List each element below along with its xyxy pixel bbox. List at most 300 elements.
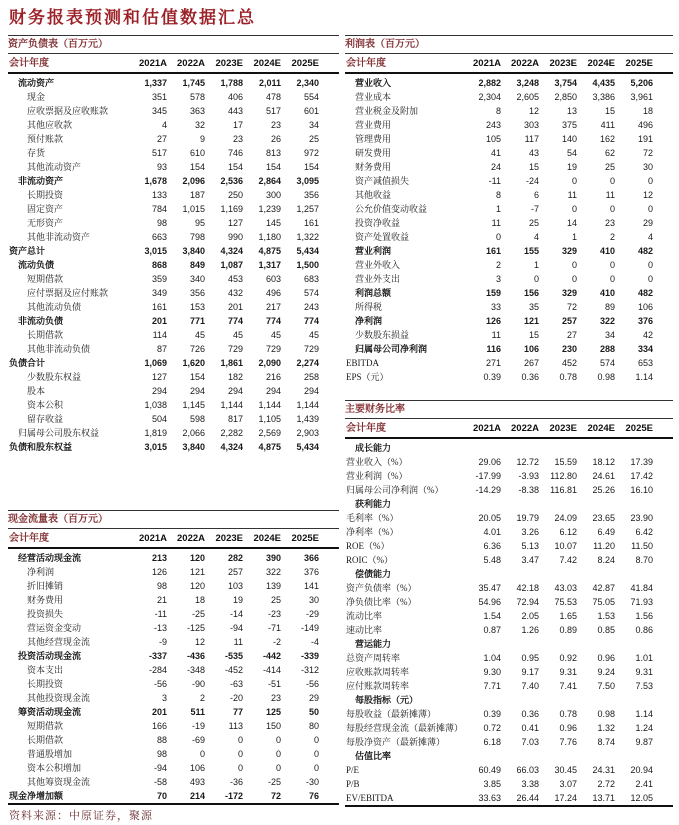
cell-value: 4 — [647, 232, 653, 242]
cell-value: 0 — [647, 274, 653, 284]
cell-value: 87 — [156, 344, 167, 354]
cell-value: 45 — [232, 330, 243, 340]
cell-value: 3,095 — [296, 176, 319, 186]
cell-value — [615, 567, 653, 581]
row-label: 非流动负债 — [18, 316, 64, 326]
cell-value: -58 — [153, 777, 167, 787]
row-label: 长期借款 — [27, 735, 64, 745]
row-label: 少数股东损益 — [355, 330, 410, 340]
cell-value: 1,819 — [144, 428, 167, 438]
cell-value: 11.20 — [593, 541, 615, 551]
table-row — [8, 188, 339, 202]
cell-value: 517 — [151, 148, 167, 158]
cell-value: 0 — [647, 204, 653, 214]
row-label: 筹资活动现金流 — [18, 707, 82, 717]
row-label: 总资产周转率 — [346, 653, 401, 663]
cell-value: 0.78 — [559, 709, 577, 719]
cell-value: 0.89 — [559, 625, 577, 635]
cell-value: 729 — [227, 344, 243, 354]
row-label: 预付账款 — [27, 134, 64, 144]
table-row — [345, 455, 673, 469]
cell-value — [577, 567, 615, 581]
cell-value: 9.24 — [597, 667, 615, 677]
row-label: 现金 — [27, 92, 46, 102]
cell-value: 11 — [567, 190, 577, 200]
cell-value: 729 — [303, 344, 319, 354]
cell-value: 774 — [303, 316, 319, 326]
table-row — [345, 525, 673, 539]
cell-value: 0 — [199, 749, 205, 759]
table-row — [345, 300, 673, 314]
cell-value: -36 — [229, 777, 243, 787]
row-label: 公允价值变动收益 — [355, 204, 428, 214]
table-row — [345, 777, 673, 791]
row-label: 财务费用 — [355, 162, 392, 172]
cell-value: -442 — [262, 651, 281, 661]
page-title: 财务报表预测和估值数据汇总 — [9, 8, 256, 27]
row-label: 所得税 — [355, 302, 383, 312]
cell-value: 116 — [486, 344, 501, 354]
cell-value: 0 — [609, 176, 615, 186]
cell-value: 11.50 — [631, 541, 653, 551]
cell-value: 89 — [604, 302, 615, 312]
cell-value: -9 — [158, 637, 167, 647]
cell-value: 8.24 — [597, 555, 615, 565]
cell-value — [463, 693, 501, 707]
cell-value: 1,169 — [220, 204, 243, 214]
table-row — [345, 90, 673, 104]
cell-value: 15.59 — [554, 457, 577, 467]
table-row — [345, 441, 673, 455]
table-row — [345, 328, 673, 342]
cell-value: 17 — [232, 120, 243, 130]
cell-value: 300 — [265, 190, 281, 200]
fiscal-year-header: 会计年度 — [346, 58, 386, 69]
cell-value: 0.72 — [483, 723, 501, 733]
table-row — [345, 693, 673, 707]
cell-value: 972 — [303, 148, 319, 158]
cell-value: 376 — [637, 316, 653, 326]
cell-value: 27 — [156, 134, 167, 144]
cell-value: 76 — [308, 791, 319, 801]
cell-value: -348 — [186, 665, 205, 675]
table-row — [8, 621, 339, 635]
cell-value: 24 — [490, 162, 501, 172]
cell-value: 45 — [270, 330, 281, 340]
cell-value: 2 — [609, 232, 615, 242]
cell-value: 18.12 — [592, 457, 615, 467]
row-label: 其他非流动负债 — [27, 344, 91, 354]
cell-value: 0.86 — [635, 625, 653, 635]
cell-value: 25 — [270, 595, 281, 605]
income-statement-header-row — [345, 54, 673, 74]
cell-value: 0 — [571, 260, 577, 270]
cell-value: 798 — [189, 232, 205, 242]
cell-value: 7.42 — [559, 555, 577, 565]
cell-value: -11 — [154, 609, 167, 619]
cell-value: 42.18 — [516, 583, 539, 593]
table-row — [8, 272, 339, 286]
cell-value: -23 — [267, 609, 281, 619]
cell-value — [463, 567, 501, 581]
year-column-header: 2025E — [625, 58, 653, 69]
cell-value: 329 — [561, 288, 577, 298]
cell-value: 443 — [227, 106, 243, 116]
table-row — [345, 567, 673, 581]
row-label: 营运能力 — [355, 639, 392, 649]
cell-value: 452 — [561, 358, 577, 368]
cell-value: 376 — [303, 567, 319, 577]
row-label: 资本支出 — [27, 665, 64, 675]
cell-value: 0 — [237, 763, 243, 773]
row-label: 投资净收益 — [355, 218, 401, 228]
cell-value: 7.71 — [483, 681, 501, 691]
income-statement-body — [345, 74, 673, 384]
cell-value: 191 — [637, 134, 653, 144]
cell-value: 322 — [265, 567, 281, 577]
cell-value: 3,015 — [144, 442, 167, 452]
row-label: 每股净资产（最新摊薄） — [346, 737, 446, 747]
cell-value — [501, 749, 539, 763]
cell-value: 574 — [599, 358, 615, 368]
year-column-header: 2022A — [177, 58, 205, 69]
cell-value: 0 — [647, 176, 653, 186]
table-row — [345, 314, 673, 328]
cell-value: 2,903 — [296, 428, 319, 438]
table-row — [8, 398, 339, 412]
cell-value: -90 — [191, 679, 205, 689]
row-label: 长期投资 — [27, 190, 64, 200]
cell-value: 154 — [227, 162, 243, 172]
cell-value: 216 — [265, 372, 281, 382]
row-label: 研发费用 — [355, 148, 392, 158]
cell-value: 121 — [189, 567, 205, 577]
cell-value: 432 — [227, 288, 243, 298]
table-row — [345, 272, 673, 286]
cell-value: 24.61 — [592, 471, 615, 481]
fiscal-year-header: 会计年度 — [9, 533, 49, 544]
cash-flow-section-title: 现金流量表（百万元） — [8, 510, 339, 529]
cell-value: 42.87 — [592, 583, 615, 593]
cell-value: 27 — [566, 330, 577, 340]
cell-value: 345 — [151, 106, 167, 116]
cell-value: 17.42 — [630, 471, 653, 481]
cell-value: 62 — [604, 148, 615, 158]
table-row — [345, 791, 673, 805]
cell-value: -25 — [267, 777, 281, 787]
cell-value: 2,096 — [182, 176, 205, 186]
cell-value: 26.44 — [516, 793, 539, 803]
cell-value: 774 — [265, 316, 281, 326]
cell-value — [501, 567, 539, 581]
row-label: 流动负债 — [18, 260, 55, 270]
table-row — [8, 719, 339, 733]
cell-value: 2,340 — [296, 78, 319, 88]
cell-value: 340 — [189, 274, 205, 284]
table-row — [345, 763, 673, 777]
table-row — [345, 707, 673, 721]
cell-value: 12 — [194, 637, 205, 647]
row-label: 营业外支出 — [355, 274, 401, 284]
cell-value: 1,038 — [144, 400, 167, 410]
cell-value: 4,324 — [220, 442, 243, 452]
cell-value: 598 — [189, 414, 205, 424]
row-label: ROE（%） — [346, 541, 390, 551]
cell-value: 2,066 — [182, 428, 205, 438]
cell-value: 156 — [523, 288, 539, 298]
cell-value: 0 — [609, 260, 615, 270]
cell-value: 103 — [227, 581, 243, 591]
cell-value: 72.94 — [516, 597, 539, 607]
cell-value: 1,015 — [182, 204, 205, 214]
cell-value: -11 — [488, 176, 501, 186]
cell-value: 2,274 — [296, 358, 319, 368]
cell-value: 3.07 — [559, 779, 577, 789]
row-label: EBITDA — [346, 358, 379, 368]
row-label: 应付票据及应付账款 — [27, 288, 109, 298]
cell-value: 16.10 — [630, 485, 653, 495]
cell-value: 0 — [609, 274, 615, 284]
cell-value: 154 — [265, 162, 281, 172]
cell-value: 201 — [151, 316, 167, 326]
table-row — [8, 370, 339, 384]
cell-value: -125 — [186, 623, 205, 633]
table-row — [345, 483, 673, 497]
cell-value: 0 — [571, 204, 577, 214]
cell-value: 2.05 — [521, 611, 539, 621]
cell-value: 50 — [308, 707, 319, 717]
row-label: ROIC（%） — [346, 555, 393, 565]
cell-value: 7.40 — [521, 681, 539, 691]
cell-value: -13 — [153, 623, 167, 633]
cell-value: 1.54 — [483, 611, 501, 621]
cell-value: 0.96 — [559, 723, 577, 733]
year-column-header: 2024E — [587, 423, 615, 434]
cell-value: 288 — [599, 344, 615, 354]
table-row — [8, 90, 339, 104]
row-label: 资本公积增加 — [27, 763, 82, 773]
cell-value — [463, 637, 501, 651]
cell-value: 17.39 — [630, 457, 653, 467]
cell-value: 23 — [270, 693, 281, 703]
cell-value: 121 — [523, 316, 539, 326]
row-label: 股本 — [27, 386, 46, 396]
cell-value: 351 — [151, 92, 167, 102]
row-label: 营业成本 — [355, 92, 392, 102]
cell-value: 9.31 — [559, 667, 577, 677]
cell-value: 24.31 — [592, 765, 615, 775]
cell-value: 0.96 — [597, 653, 615, 663]
cell-value: 5,206 — [630, 78, 653, 88]
cell-value: 366 — [303, 553, 319, 563]
cell-value: 1.56 — [635, 611, 653, 621]
table-row — [8, 230, 339, 244]
cell-value: 294 — [151, 386, 167, 396]
cell-value: -94 — [153, 763, 167, 773]
cell-value: 5.13 — [521, 541, 539, 551]
cell-value: 29.06 — [478, 457, 501, 467]
cell-value: 6.42 — [635, 527, 653, 537]
cell-value: 1 — [571, 232, 577, 242]
table-row — [8, 440, 339, 454]
cell-value: 258 — [303, 372, 319, 382]
cell-value: 155 — [523, 246, 539, 256]
table-row — [345, 553, 673, 567]
cell-value: -312 — [300, 665, 319, 675]
cell-value: 7.03 — [521, 737, 539, 747]
cell-value: 0 — [313, 763, 319, 773]
cell-value: 4,435 — [592, 78, 615, 88]
cell-value: 0.41 — [521, 723, 539, 733]
table-row — [8, 607, 339, 621]
cell-value: -17.99 — [475, 471, 501, 481]
table-row — [8, 761, 339, 775]
cell-value: 214 — [189, 791, 205, 801]
table-row — [8, 733, 339, 747]
cell-value: 9.87 — [635, 737, 653, 747]
row-label: 应付账款周转率 — [346, 681, 410, 691]
row-label: 偿债能力 — [355, 569, 392, 579]
cell-value: 3,961 — [630, 92, 653, 102]
row-label: 管理费用 — [355, 134, 392, 144]
table-row — [8, 244, 339, 258]
cell-value: 3 — [495, 274, 501, 284]
cell-value: 72 — [642, 148, 653, 158]
cell-value: 0.98 — [597, 709, 615, 719]
cell-value: 334 — [637, 344, 653, 354]
cell-value: 126 — [485, 316, 501, 326]
cell-value: 578 — [189, 92, 205, 102]
cell-value: 106 — [637, 302, 653, 312]
table-row — [8, 174, 339, 188]
table-row — [345, 637, 673, 651]
cell-value — [539, 637, 577, 651]
cell-value: 161 — [151, 302, 167, 312]
cell-value: 1,145 — [182, 400, 205, 410]
cell-value: 746 — [227, 148, 243, 158]
row-label: 其他收益 — [355, 190, 392, 200]
cell-value: -414 — [262, 665, 281, 675]
cell-value: 359 — [151, 274, 167, 284]
row-label: 其他流动资产 — [27, 162, 82, 172]
row-label: 普通股增加 — [27, 749, 73, 759]
cell-value: 9.17 — [521, 667, 539, 677]
cell-value: 15 — [528, 330, 539, 340]
row-label: 获利能力 — [355, 499, 392, 509]
table-row — [8, 775, 339, 789]
table-row — [345, 216, 673, 230]
cell-value: 1,257 — [296, 204, 319, 214]
cell-value: 75.05 — [592, 597, 615, 607]
cell-value: 154 — [303, 162, 319, 172]
cell-value: 453 — [227, 274, 243, 284]
row-label: 流动比率 — [346, 611, 383, 621]
cell-value: 105 — [485, 134, 501, 144]
cell-value: 33 — [490, 302, 501, 312]
cell-value — [577, 637, 615, 651]
row-label: 现金净增加额 — [9, 791, 64, 801]
cell-value: 93 — [156, 162, 167, 172]
cell-value: 45 — [308, 330, 319, 340]
cell-value: 153 — [189, 302, 205, 312]
row-label: EV/EBITDA — [346, 793, 394, 803]
table-row — [345, 118, 673, 132]
cell-value: 282 — [227, 553, 243, 563]
year-column-header: 2022A — [511, 58, 539, 69]
cell-value: 2,850 — [554, 92, 577, 102]
row-label: 速动比率 — [346, 625, 383, 635]
table-row — [8, 635, 339, 649]
cell-value: 0 — [275, 735, 281, 745]
year-column-header: 2021A — [473, 58, 501, 69]
cell-value: 8 — [495, 106, 501, 116]
cell-value: 3,754 — [554, 78, 577, 88]
year-column-header: 2023E — [549, 423, 577, 434]
cell-value: 0.85 — [597, 625, 615, 635]
year-column-header: 2022A — [177, 533, 205, 544]
table-row — [345, 342, 673, 356]
cell-value: -69 — [191, 735, 205, 745]
cell-value: 30.45 — [554, 765, 577, 775]
cell-value: -4 — [310, 637, 319, 647]
cell-value: 257 — [561, 316, 577, 326]
table-row — [8, 258, 339, 272]
cell-value: 140 — [561, 134, 577, 144]
cell-value: 2.72 — [597, 779, 615, 789]
cell-value: 0 — [313, 749, 319, 759]
fiscal-year-header: 会计年度 — [9, 58, 49, 69]
cell-value: 504 — [151, 414, 167, 424]
cell-value — [463, 497, 501, 511]
cell-value: 990 — [227, 232, 243, 242]
cell-value: 322 — [599, 316, 615, 326]
cell-value: 0 — [495, 232, 501, 242]
table-row — [8, 551, 339, 565]
cell-value: 0 — [571, 274, 577, 284]
cell-value: 8.70 — [635, 555, 653, 565]
cell-value: 774 — [227, 316, 243, 326]
row-label: 投资活动现金流 — [18, 651, 82, 661]
cell-value: 0.92 — [559, 653, 577, 663]
table-row — [8, 579, 339, 593]
row-label: 长期投资 — [27, 679, 64, 689]
cell-value — [615, 497, 653, 511]
row-label: 资产总计 — [9, 246, 46, 256]
cell-value — [615, 693, 653, 707]
cell-value: 0 — [647, 260, 653, 270]
balance-sheet-table — [8, 35, 339, 454]
row-label: 归属母公司净利润 — [355, 344, 428, 354]
table-row — [345, 104, 673, 118]
cell-value: 34 — [604, 330, 615, 340]
income-statement-table — [345, 35, 673, 384]
year-column-header: 2025E — [291, 533, 319, 544]
cell-value: 1,337 — [144, 78, 167, 88]
cell-value: 784 — [151, 204, 167, 214]
cell-value — [615, 637, 653, 651]
table-row — [8, 593, 339, 607]
cell-value: 554 — [303, 92, 319, 102]
cell-value: 162 — [599, 134, 615, 144]
cell-value: 243 — [485, 120, 501, 130]
cell-value: 161 — [485, 246, 501, 256]
cell-value: 182 — [227, 372, 243, 382]
cell-value — [539, 749, 577, 763]
cell-value: 154 — [189, 372, 205, 382]
cell-value: 478 — [265, 92, 281, 102]
year-column-header: 2024E — [587, 58, 615, 69]
table-row — [345, 735, 673, 749]
